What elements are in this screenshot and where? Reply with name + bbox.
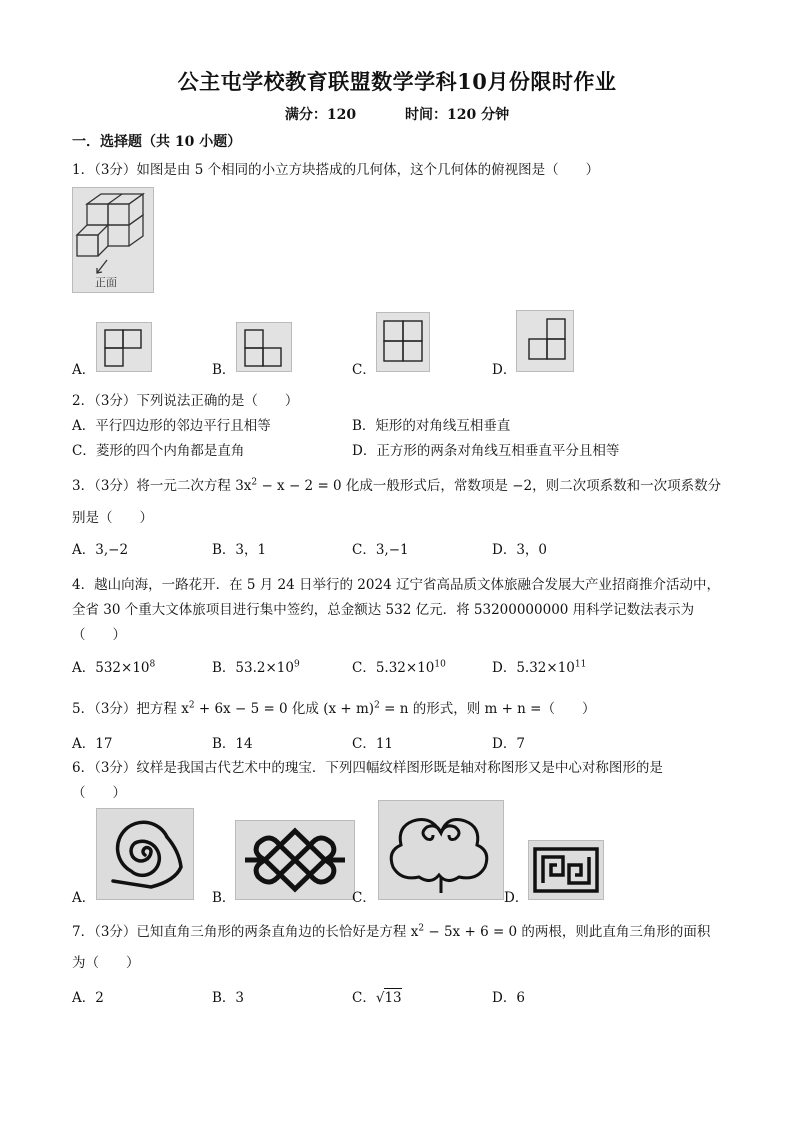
q3-option-d: D．3，0 [492, 542, 548, 558]
q1-option-d-drawing [517, 311, 573, 371]
q2-option-a: A．平行四边形的邻边平行且相等 [72, 418, 271, 434]
q1-option-b-drawing [237, 323, 291, 371]
q2-option-b: B．矩形的对角线互相垂直 [352, 418, 511, 434]
q3-option-b: B．3，1 [212, 542, 267, 558]
q6-option-d-label: D． [504, 890, 529, 906]
q4-option-d [492, 656, 586, 676]
question-1-text: 1．（3分）如图是由 5 个相同的小立方块搭成的几何体，这个几何体的俯视图是（ ） [72, 162, 600, 178]
q5-text-b: + 6x − 5 = 0 化成 (x + m) [194, 701, 375, 717]
q5-exponent-2: 2 [374, 700, 380, 711]
q6-option-c-figure [378, 800, 504, 900]
q1-option-c-drawing [377, 313, 429, 371]
q1-option-d-figure [516, 310, 574, 372]
q4-option-c [352, 656, 446, 676]
q1-option-d-label: D． [492, 362, 517, 378]
q5-exponent-1: 2 [188, 700, 195, 711]
q7-option-a: A．2 [72, 990, 104, 1006]
q5-text-c: = n 的形式，则 m + n =（ ） [379, 701, 596, 717]
q6-option-c-label: C． [352, 890, 376, 906]
q3-text-b: − x − 2 = 0 化成一般形式后，常数项是 −2，则二次项系数和一次项系数分 [257, 478, 722, 494]
q2-option-d: D．正方形的两条对角线互相垂直平分且相等 [352, 443, 620, 459]
chinese-knot-drawing [236, 821, 354, 899]
q5-option-b: B．14 [212, 736, 253, 752]
question-3-text-line2: 别是（ ） [72, 510, 153, 526]
front-view-label: 正面 [95, 276, 117, 289]
q4-option-b-exp: 9 [293, 659, 300, 670]
q4-option-d-exp: 11 [574, 659, 587, 670]
question-6-line1: 6．（3分）纹样是我国古代艺术中的瑰宝．下列四幅纹样图形既是轴对称图形又是中心对称图形的是 [72, 760, 663, 776]
q7-option-c [352, 986, 402, 1006]
q7-option-c-radicand: 13 [384, 990, 402, 1006]
spiral-pattern-drawing [97, 809, 193, 899]
q1-option-a-figure [96, 322, 152, 372]
question-2-text: 2．（3分）下列说法正确的是（ ） [72, 393, 299, 409]
q4-option-c-base: C．5.32×10 [352, 660, 435, 676]
q6-option-a-figure [96, 808, 194, 900]
full-score: 满分：120 [284, 107, 357, 123]
q3-option-c: C．3,−1 [352, 542, 409, 558]
q7-option-b: B．3 [212, 990, 245, 1006]
q7-option-d: D．6 [492, 990, 525, 1006]
question-4-line1: 4．越山向海，一路花开．在 5 月 24 日举行的 2024 辽宁省高品质文体旅融合发展大产业招商推介活动中， [72, 577, 720, 593]
section-heading: 一．选择题（共 10 小题） [72, 134, 242, 150]
page-title: 公主屯学校教育联盟数学学科10月份限时作业 [177, 69, 617, 94]
key-fret-pattern-drawing [529, 841, 603, 899]
q1-option-c-label: C． [352, 362, 376, 378]
q4-option-b-base: B．53.2×10 [212, 660, 294, 676]
cloud-pattern-drawing [379, 801, 503, 899]
q7-text-b: − 5x + 6 = 0 的两根，则此直角三角形的面积 [424, 924, 711, 940]
q5-option-d: D．7 [492, 736, 525, 752]
q3-text-a: 3．（3分）将一元二次方程 3x [72, 478, 252, 494]
sqrt-icon: √ [375, 990, 385, 1006]
question-6-line2: （ ） [72, 785, 126, 801]
q4-option-d-base: D．5.32×10 [492, 660, 575, 676]
time-limit: 时间：120 分钟 [405, 107, 510, 123]
q1-option-b-figure [236, 322, 292, 372]
question-7-text [72, 920, 710, 940]
q1-option-b-label: B． [212, 362, 236, 378]
exam-meta [0, 104, 794, 124]
q5-option-c: C．11 [352, 736, 394, 752]
q3-exponent: 2 [251, 477, 258, 488]
q7-text-a: 7．（3分）已知直角三角形的两条直角边的长恰好是方程 x [72, 924, 419, 940]
q5-option-a: A．17 [72, 736, 113, 752]
q4-option-c-exp: 10 [434, 659, 446, 670]
q7-exponent: 2 [418, 923, 425, 934]
q4-option-a-exp: 8 [149, 659, 156, 670]
question-3-text [72, 474, 721, 494]
q3-option-a: A．3,−2 [72, 542, 129, 558]
q2-option-c: C．菱形的四个内角都是直角 [72, 443, 245, 459]
question-7-text-line2: 为（ ） [72, 955, 140, 971]
q6-option-b-label: B． [212, 890, 236, 906]
q1-option-c-figure [376, 312, 430, 372]
q1-option-a-label: A． [72, 362, 96, 378]
q1-option-a-drawing [97, 323, 151, 371]
q4-option-b [212, 656, 300, 676]
q6-option-a-label: A． [72, 890, 96, 906]
q4-option-a-base: A．532×10 [72, 660, 150, 676]
q4-option-a [72, 656, 155, 676]
q6-option-b-figure [235, 820, 355, 900]
cube-stack-figure [72, 187, 154, 293]
q7-option-c-label: C． [352, 990, 376, 1006]
q6-option-d-figure [528, 840, 604, 900]
question-4-line2: 全省 30 个重大文体旅项目进行集中签约，总金额达 532 亿元．将 53200000000 用科学记数法表示为 [72, 602, 695, 618]
q5-text-a: 5．（3分）把方程 x [72, 701, 189, 717]
question-5-text [72, 697, 595, 717]
question-4-line3: （ ） [72, 627, 126, 643]
